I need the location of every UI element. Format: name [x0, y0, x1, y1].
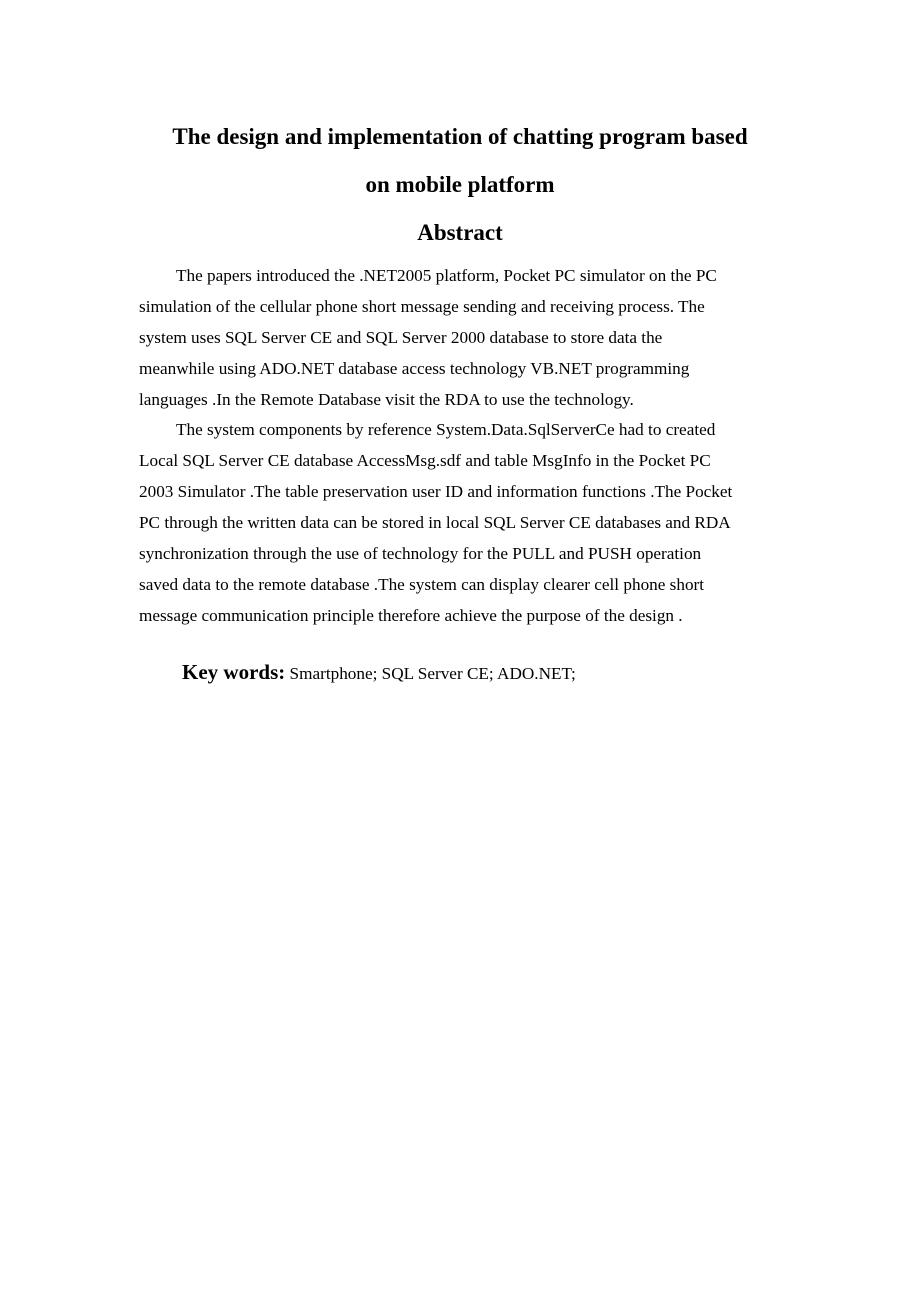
abstract-heading: Abstract: [417, 220, 503, 245]
paragraph-line: The papers introduced the .NET2005 platform, Pocket PC simulator on the PC: [176, 266, 717, 285]
paragraph-line: message communication principle therefore achieve the purpose of the design .: [139, 606, 683, 625]
abstract-paragraph-2: [139, 414, 799, 631]
paragraph-line: The system components by reference System.Data.SqlServerCe had to created: [176, 420, 716, 439]
title-line-2: on mobile platform: [365, 172, 555, 197]
paragraph-line: meanwhile using ADO.NET database access technology VB.NET programming: [139, 359, 690, 378]
abstract-paragraph-1: [139, 260, 799, 415]
paragraph-line: simulation of the cellular phone short message sending and receiving process. The: [139, 297, 705, 316]
keywords-label: Key words:: [182, 660, 286, 684]
paragraph-line: Local SQL Server CE database AccessMsg.sdf and table MsgInfo in the Pocket PC: [139, 451, 711, 470]
paragraph-line: languages .In the Remote Database visit the RDA to use the technology.: [139, 390, 634, 409]
keywords: [182, 660, 576, 685]
paragraph-line: 2003 Simulator .The table preservation user ID and information functions .The Pocket: [139, 482, 733, 501]
title-line-1: The design and implementation of chatting program based: [172, 124, 748, 149]
paragraph-line: saved data to the remote database .The system can display clearer cell phone short: [139, 575, 705, 594]
paragraph-line: PC through the written data can be stored in local SQL Server CE databases and RDA: [139, 513, 731, 532]
keywords-value: Smartphone; SQL Server CE; ADO.NET;: [285, 664, 576, 683]
paragraph-line: synchronization through the use of technology for the PULL and PUSH operation: [139, 544, 702, 563]
paragraph-line: system uses SQL Server CE and SQL Server 2000 database to store data the: [139, 328, 663, 347]
